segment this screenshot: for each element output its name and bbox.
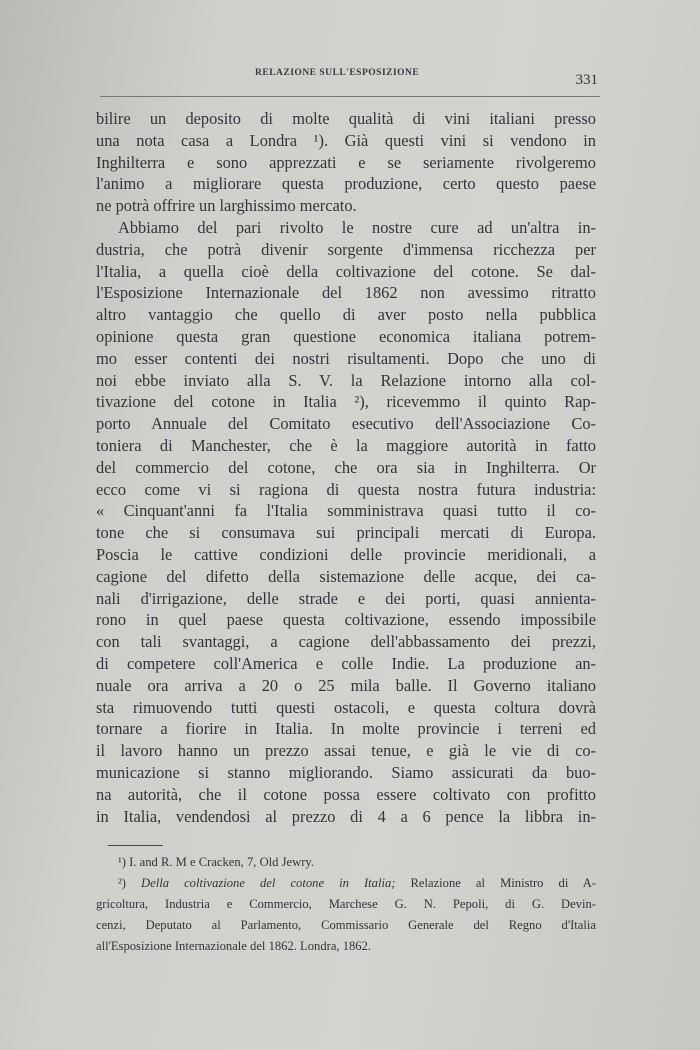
text-line: ecco come vi si ragiona di questa nostra futura industria: bbox=[96, 479, 596, 499]
text-line: dustria, che potrà divenir sorgente d'immensa ricchezza per bbox=[96, 239, 596, 259]
text-line: mo esser contenti dei nostri risultamenti. Dopo che uno di bbox=[96, 348, 596, 368]
text-line: nali d'irrigazione, delle strade e dei porti, quasi annienta- bbox=[96, 588, 596, 608]
text-line: municazione si stanno migliorando. Siamo assicurati da buo- bbox=[96, 762, 596, 782]
body-text bbox=[96, 108, 596, 827]
text-line: il lavoro hanno un prezzo assai tenue, e già le vie di co- bbox=[96, 741, 596, 761]
footnote-1: ¹) I. and R. M e Cracken, 7, Old Jewry. bbox=[118, 855, 315, 869]
text-line: di competere coll'America e colle Indie. La produzione an- bbox=[96, 653, 596, 673]
text-line: « Cinquant'anni fa l'Italia somministrava quasi tutto il co- bbox=[96, 501, 596, 521]
text-line: in Italia, vendendosi al prezzo di 4 a 6 pence la libbra in- bbox=[96, 806, 596, 826]
text-line: rono in quel paese questa coltivazione, essendo impossibile bbox=[96, 610, 596, 630]
text-line: l'Italia, a quella cioè della coltivazione del cotone. Se dal- bbox=[96, 261, 596, 281]
text-line: l'animo a migliorare questa produzione, certo questo paese bbox=[96, 174, 596, 194]
text-line: nuale ora arriva a 20 o 25 mila balle. Il Governo italiano bbox=[96, 675, 596, 695]
text-line: Poscia le cattive condizioni delle provincie meridionali, a bbox=[96, 544, 596, 564]
footnote-2-title: Della coltivazione del cotone in Italia; bbox=[141, 876, 396, 890]
text-line: del commercio del cotone, che ora sia in Inghilterra. Or bbox=[96, 457, 596, 477]
text-line: opinione questa gran questione economica italiana potrem- bbox=[96, 326, 596, 346]
running-header bbox=[100, 66, 600, 97]
text-line: Abbiamo del pari rivolto le nostre cure ad un'altra in- bbox=[118, 217, 596, 237]
footnote-rule bbox=[108, 845, 163, 846]
text-line: tornare a fiorire in Italia. In molte provincie i terreni ed bbox=[96, 719, 596, 739]
text-line: altro vantaggio che quello di aver posto nella pubblica bbox=[96, 305, 596, 325]
text-line: Inghilterra e sono apprezzati e se seriamente rivolgeremo bbox=[96, 152, 596, 172]
text-line: ne potrà offrire un larghissimo mercato. bbox=[96, 196, 357, 216]
text-line: con tali svantaggi, a cagione dell'abbassamento dei prezzi, bbox=[96, 632, 596, 652]
footnote-2-marker: ²) bbox=[118, 876, 142, 890]
running-title: RELAZIONE SULL'ESPOSIZIONE bbox=[255, 68, 420, 78]
footnote-2-line: all'Esposizione Internazionale del 1862. Londra, 1862. bbox=[96, 939, 372, 953]
text-line: tivazione del cotone in Italia ²), ricevemmo il quinto Rap- bbox=[96, 392, 596, 412]
footnote-2-line: gricoltura, Industria e Commercio, Marchese G. N. Pepoli, di G. Devin- bbox=[96, 897, 596, 911]
page-number: 331 bbox=[575, 72, 598, 88]
text-line: porto Annuale del Comitato esecutivo dell'Associazione Co- bbox=[96, 414, 596, 434]
footnote-2 bbox=[96, 873, 596, 894]
footnote-2-text: Relazione al Ministro di A- bbox=[395, 876, 596, 890]
footnote-2-line: cenzi, Deputato al Parlamento, Commissario Generale del Regno d'Italia bbox=[96, 918, 596, 932]
footnotes bbox=[96, 852, 596, 957]
text-line: toniera di Manchester, che è la maggiore autorità in fatto bbox=[96, 435, 596, 455]
text-line: una nota casa a Londra ¹). Già questi vini si vendono in bbox=[96, 130, 596, 150]
text-line: tone che si consumava sui principali mercati di Europa. bbox=[96, 523, 596, 543]
text-line: l'Esposizione Internazionale del 1862 non avessimo ritratto bbox=[96, 283, 596, 303]
text-line: na autorità, che il cotone possa essere coltivato con profitto bbox=[96, 784, 596, 804]
text-line: cagione del difetto della sistemazione delle acque, dei ca- bbox=[96, 566, 596, 586]
text-line: sta rimuovendo tutti questi ostacoli, e questa coltura dovrà bbox=[96, 697, 596, 717]
text-line: bilire un deposito di molte qualità di vini italiani presso bbox=[96, 109, 596, 128]
text-line: noi ebbe inviato alla S. V. la Relazione intorno alla col- bbox=[96, 370, 596, 390]
